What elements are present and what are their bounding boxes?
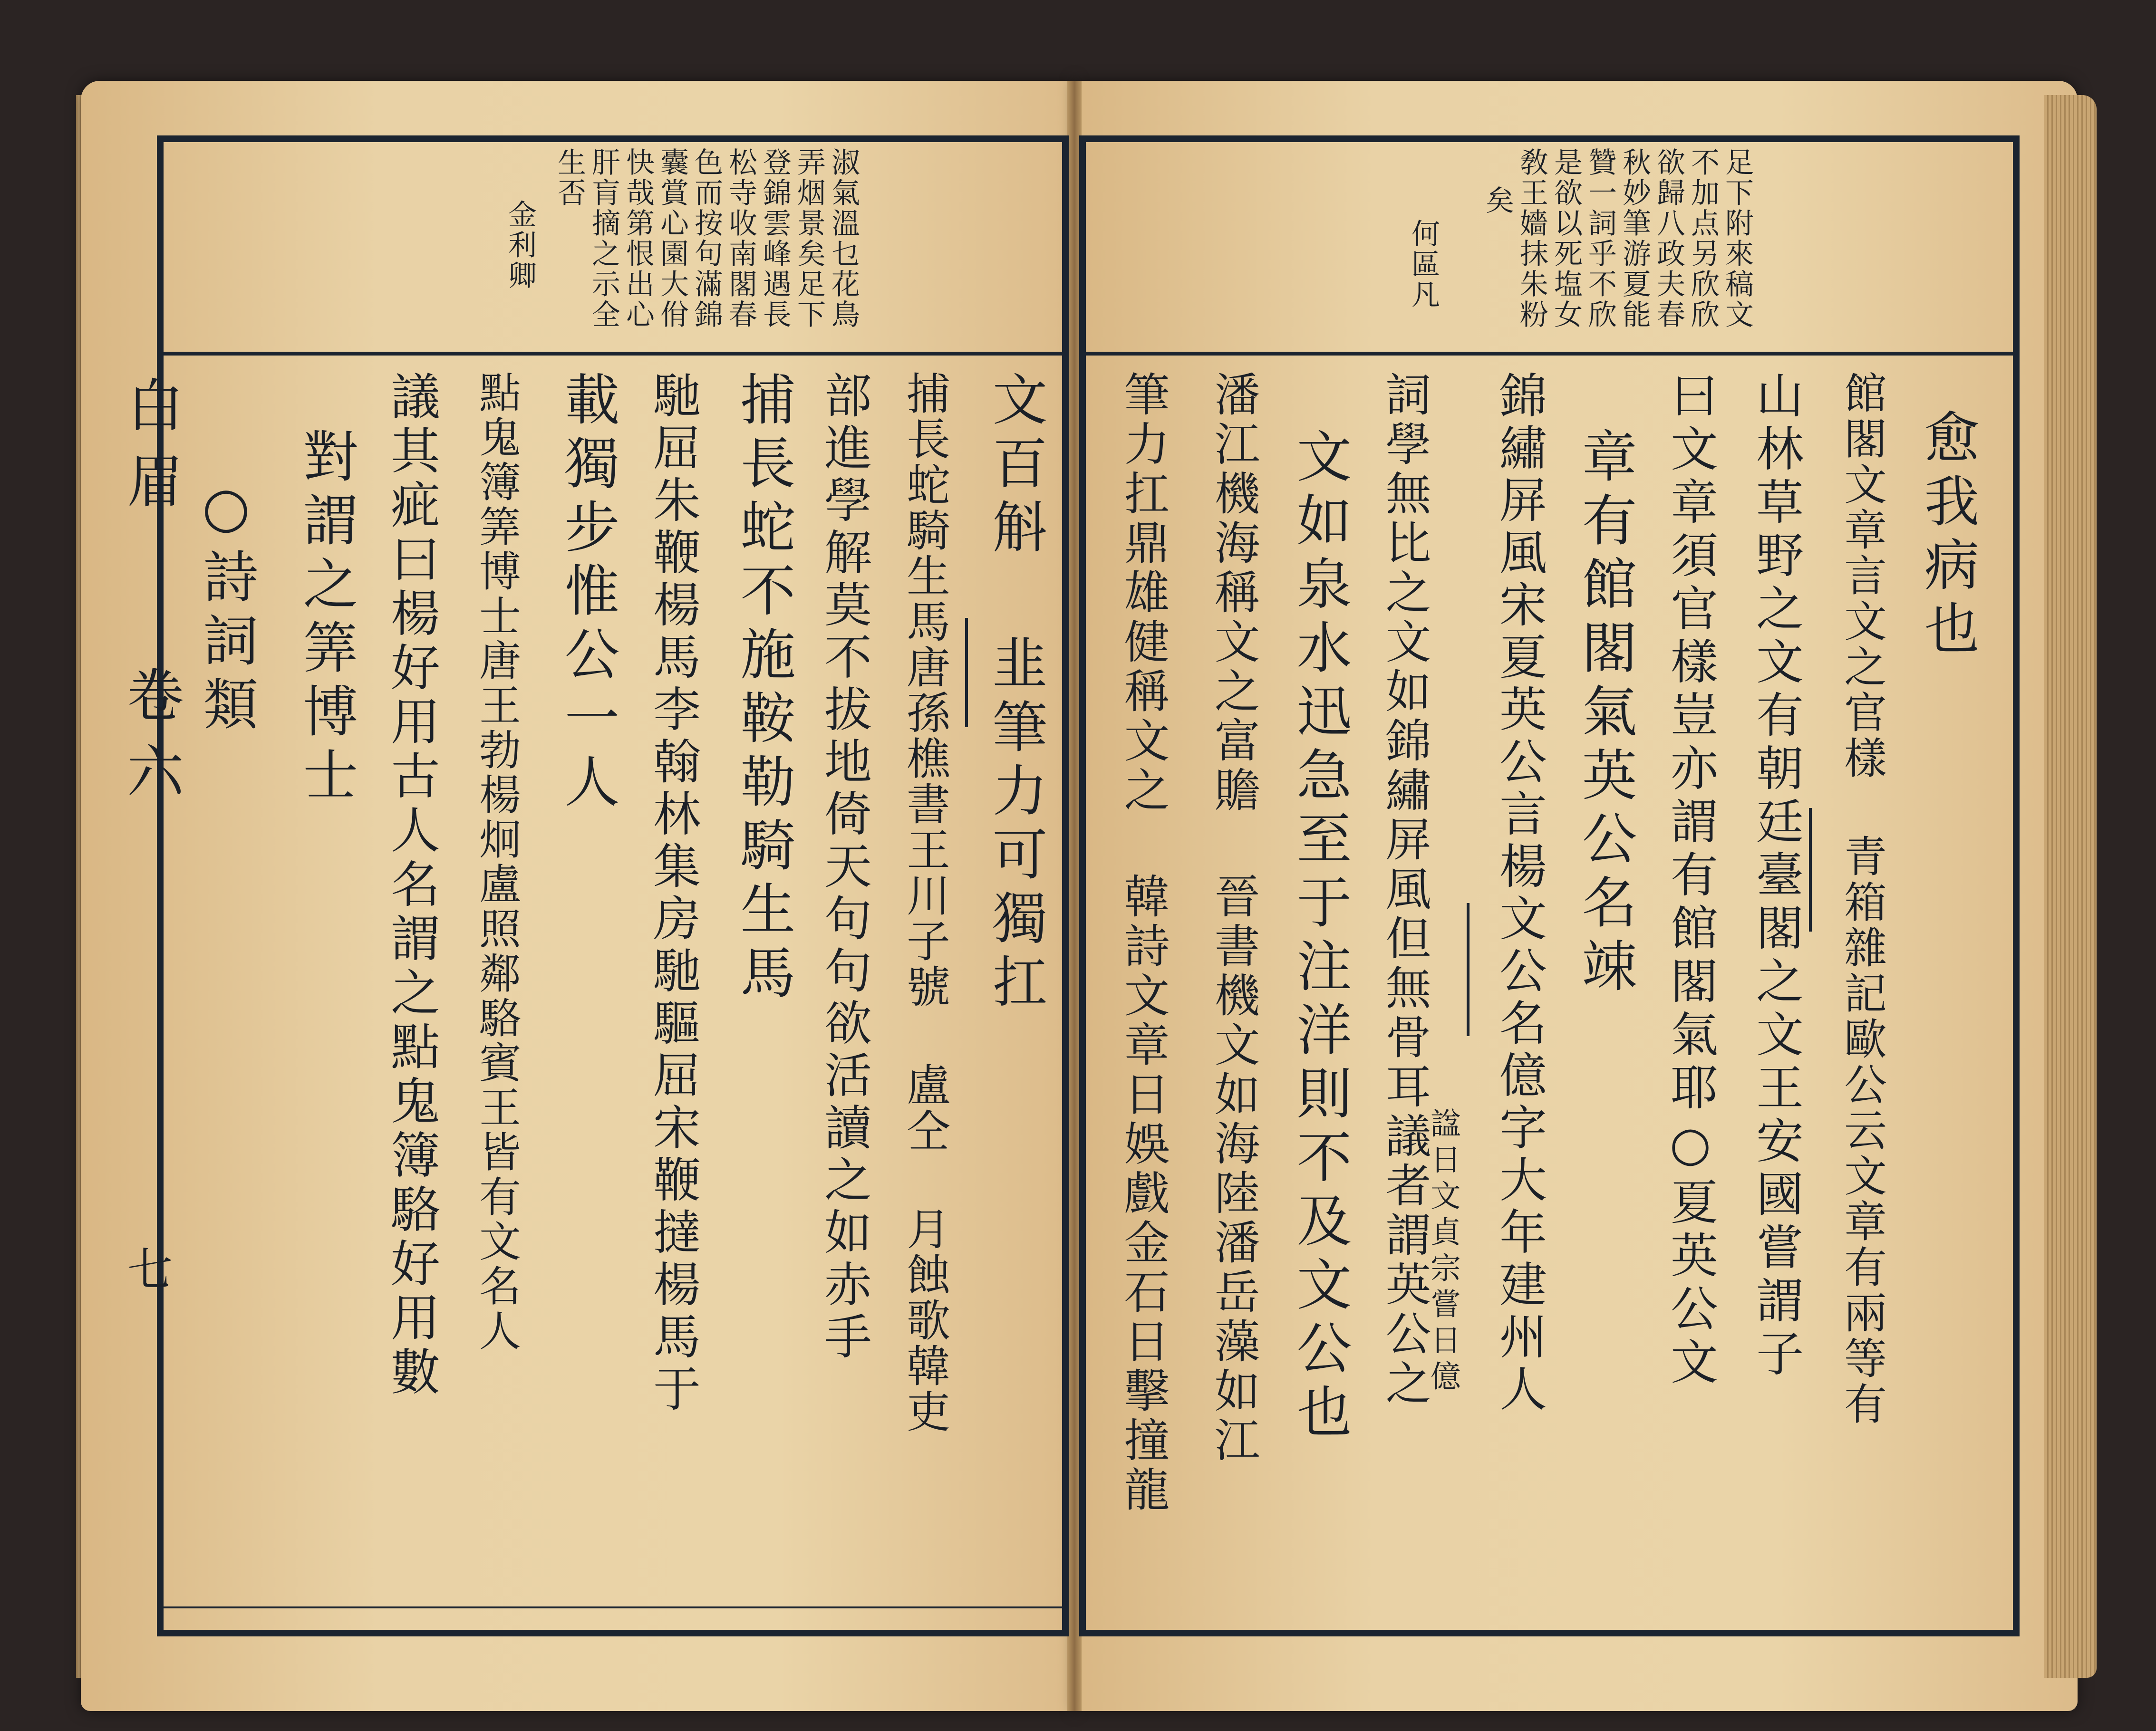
left-header-signature: 金利卿 xyxy=(503,200,537,291)
left-header-note-line: 囊賞心園大佾 xyxy=(656,147,689,330)
left-body-column: 文百斛 韭筆力可獨扛 xyxy=(983,371,1047,1017)
right-body-column: 錦繡屏風宋夏英公言楊文公名億字大年建州人 xyxy=(1491,371,1547,1416)
right-body-column: 詞學無比之文如錦繡屏風但無骨耳議者謂英公之 xyxy=(1378,371,1431,1409)
left-inner-bottom-rule xyxy=(157,1606,1069,1608)
left-header-note-line: 快哉第恨出心 xyxy=(621,147,655,330)
right-body-column: 章有館閣氣英公名竦 xyxy=(1573,428,1637,1001)
left-body-column: 議其疵曰楊好用古人名謂之點鬼簿駱好用數 xyxy=(382,371,440,1400)
right-body-column: 潘江機海稱文之富贍 晉書機文如海陸潘岳藻如江 xyxy=(1207,371,1260,1466)
right-header-note-line: 秋妙筆游夏能 xyxy=(1618,147,1651,330)
right-body-column: 筆力扛鼎雄健稱文之 韓詩文章日娛戲金石日擊撞龍 xyxy=(1117,371,1170,1515)
right-header-note-line: 贊一詞乎不欣 xyxy=(1584,147,1617,330)
right-page-edges xyxy=(2044,95,2097,1678)
left-header-note-line: 淑氣溫乜花鳥 xyxy=(827,147,860,330)
left-header-note-line: 登錦雲峰遇長 xyxy=(758,147,792,330)
left-header-note-line: 弄烟景矣足下 xyxy=(793,147,826,330)
text-rule-mark xyxy=(965,618,968,727)
right-body-column: 館閣文章言文之官樣 青箱雜記歐公云文章有兩等有 xyxy=(1837,371,1886,1427)
right-header-note-line: 欲歸八政夫春 xyxy=(1652,147,1685,330)
left-header-divider xyxy=(157,352,1069,356)
right-header-signature: 何區凡 xyxy=(1407,219,1440,310)
right-body-column: 愈我病也 xyxy=(1915,409,1979,664)
left-body-column: 捕長蛇不施鞍勒騎生馬 xyxy=(731,371,795,1008)
text-rule-mark xyxy=(1467,903,1470,1036)
margin-volume: 卷六 xyxy=(117,665,184,817)
left-body-column: 點鬼簿筭博士唐王勃楊炯盧照鄰駱賓王皆有文名人 xyxy=(473,371,522,1354)
right-header-note-line: 是欲以死塩女 xyxy=(1549,147,1583,330)
left-body-column: 馳屈朱鞭楊馬李翰林集房馳驅屈宋鞭撻楊馬于 xyxy=(645,371,701,1416)
left-header-note-line: 松寺收南閣春 xyxy=(724,147,757,330)
right-header-note-line: 矣 xyxy=(1481,185,1514,216)
left-body-column: 載獨步惟公一人 xyxy=(555,371,619,817)
left-section-heading: ○詩詞類 xyxy=(194,475,258,739)
right-body-column: 山林草野之文有朝廷臺閣之文王安國嘗謂子 xyxy=(1748,371,1804,1382)
left-body-column: 部進學解莫不拔地倚天句句欲活讀之如赤手 xyxy=(816,371,872,1364)
page-number: 七 xyxy=(120,1245,173,1291)
right-header-divider xyxy=(1079,352,2020,356)
left-body-column: 對謂之筭博士 xyxy=(294,428,358,810)
left-header-note-line: 色而按句滿錦 xyxy=(690,147,723,330)
left-body-column: 捕長蛇騎生馬唐孫樵書王川子號 盧仝 月蝕歌韓吏 xyxy=(899,371,950,1434)
right-header-note-line: 不加点另欣欣 xyxy=(1686,147,1720,330)
right-body-column: 文如泉水迅急至于注洋則不及文公也 xyxy=(1287,428,1352,1447)
margin-title: 白眉 xyxy=(117,375,184,528)
right-header-note-line: 敎王嬙抹朱粉 xyxy=(1515,147,1548,330)
left-header-note-line: 肝肓摘之示全 xyxy=(587,147,620,330)
right-body-column: 曰文章須官樣豈亦謂有館閣氣耶○夏英公文 xyxy=(1663,371,1718,1390)
left-header-note-line: 生否 xyxy=(553,147,586,208)
right-header-note-line: 足下附來稿文 xyxy=(1721,147,1754,330)
text-rule-mark xyxy=(1809,808,1812,932)
right-inline-note: 諡日文貞宗嘗日億 xyxy=(1425,1107,1460,1396)
